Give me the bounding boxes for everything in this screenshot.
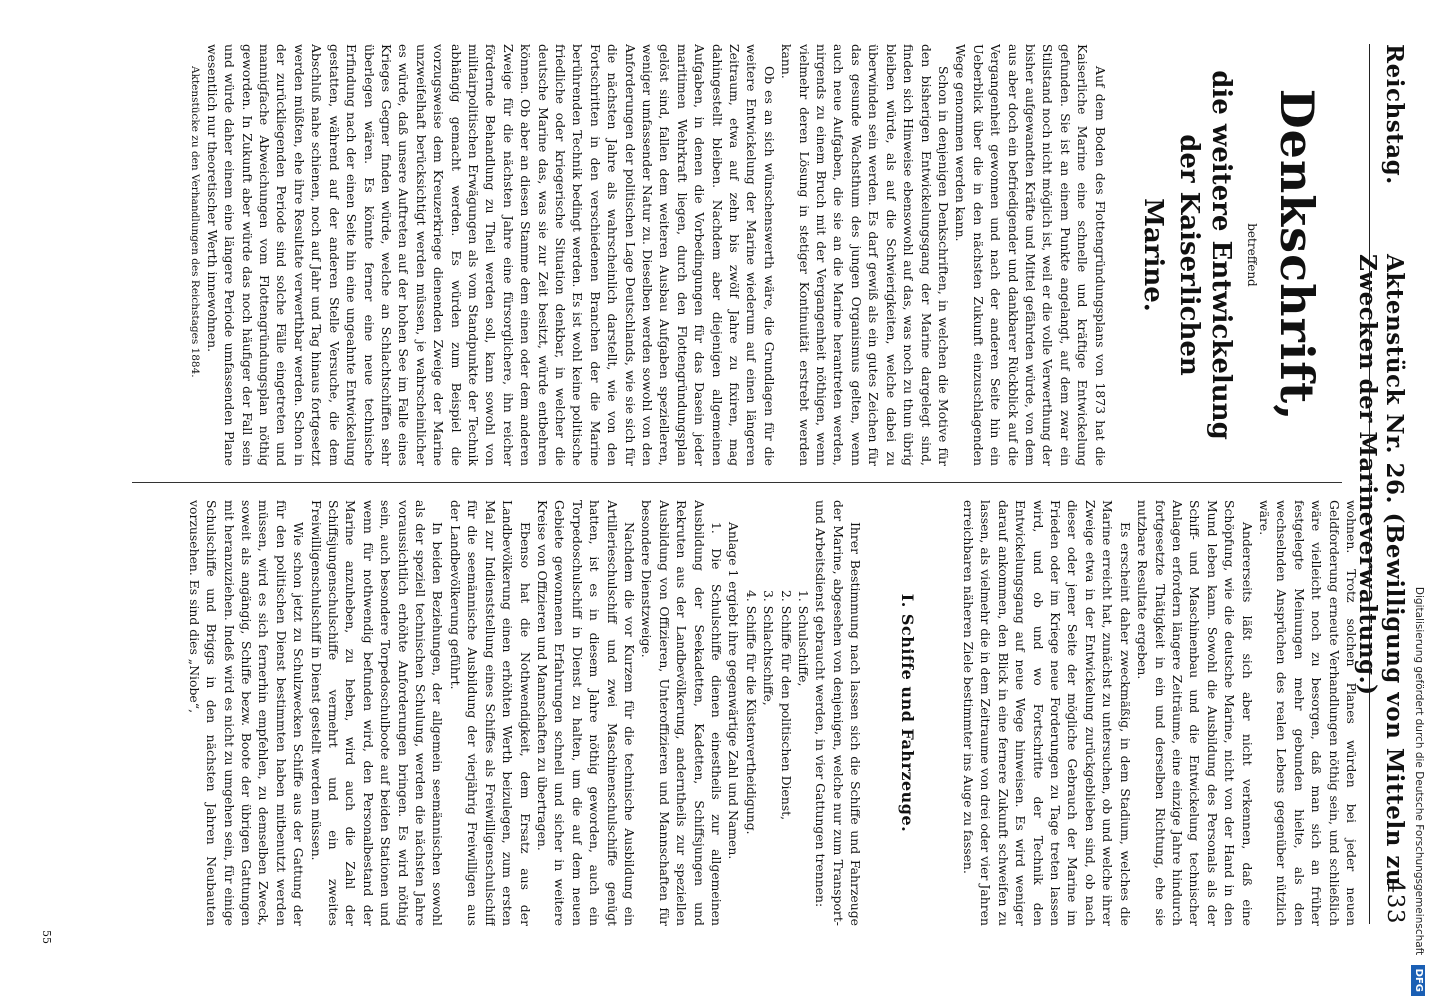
paragraph: In beiden Beziehungen, der allgemein seemännischen sowohl als der speziell technischen Schulung, werden die nächsten Jahre voraussichtlich erhöhte Anforderungen bringen. Es wird nöthig sein, auch besondere Torpedoschulboote auf beiden Stationen und wenn für nothwendig befunden wird, den Personalbestand der Marine anzuheben, zu heben, wird auch die Zahl der Schiffsjungenschulschiffe vermehrt und ein zweites Freiwilligenschulschiff in Dienst gestellt werden müssen. bbox=[308, 500, 446, 926]
paragraph: Andererseits läßt sich aber nicht verkennen, daß eine Schöpfung, wie die deutsche Marine, nicht von der Hand in den Mund leben kann. Sowohl die Ausbildung des Personals als der Schiff- und Maschinenbau und die Entwickelung technischer Anlagen erfordern längere Zeiträume, eine einzige Jahre hindurch fortgesetzte Thätigkeit in ein und derselben Richtung, ehe sie nutzbare Resultate ergeben. bbox=[1135, 500, 1255, 926]
header-title: Aktenstück Nr. 26. (Bewilligung von Mitteln zu Zwecken der Marineverwaltung.) bbox=[1354, 254, 1408, 887]
list-item: 4. Schiffe für die Küstenvertheidigung. bbox=[743, 590, 759, 835]
header-rule bbox=[1369, 44, 1370, 924]
digitization-note bbox=[1408, 36, 1430, 996]
list-item: 2. Schiffe für den politischen Dienst, bbox=[778, 590, 794, 821]
paragraph: Ebenso hat die Nothwendigkeit, dem Ersatz aus der Landbevölkerung einen erhöhten Werth beizulegen, zum ersten Mal zur Indienststellung eines Schiffes als Freiwilligenschulschiff für die seemännische Ausbildung der vierjährig Freiwilligen aus der Landbevölkerung geführt. bbox=[447, 500, 533, 926]
column-divider bbox=[132, 482, 1342, 483]
list-item: 1. Schulschiffe, bbox=[796, 590, 812, 687]
paragraph: Anlage 1 ergiebt ihre gegenwärtige Zahl und Namen. bbox=[726, 522, 742, 860]
signature-mark: 55 bbox=[40, 930, 53, 944]
subtitle-line-2: Marine. bbox=[1137, 198, 1168, 312]
paragraph: Ihrer Bestimmung nach lassen sich die Schiffe und Fahrzeuge der Marine, abgesehen von denjenigen, welche nur zum Transport- und Arbeitsdienst gebraucht werden, in vier Gattungen trennen: bbox=[813, 500, 864, 926]
digitization-text: Digitalisierung gefördert durch die Deutsche Forschungsgemeinschaft bbox=[1413, 586, 1425, 956]
page-number: 433 bbox=[1382, 878, 1408, 924]
right-column bbox=[120, 500, 1360, 926]
paragraph: Es erscheint daher zweckmäßig, in dem Stadium, welches die Marine erreicht hat, zunächst zu untersuchen, ob und welche ihrer Zweige etwa in der Entwickelung zurückgeblieben sind, ob nach dieser oder jener Seite der mögliche Gebrauch der Marine im Frieden oder im Kriege neue Forderungen zu Tage treten lassen wird, und ob und wo Fortschritte der Technik den Entwickelungsgang auf neue Wege hinweisen. Es wird weniger darauf ankommen, den Blick in eine fernere Zukunft schweifen zu lassen, als vielmehr die in dem Zeitraume von drei oder vier Jahren erreichbaren näheren Ziele bestimmter ins Auge zu fassen. bbox=[961, 500, 1133, 926]
paragraph: 1. Die Schulschiffe dienen einestheils zur allgemeinen Ausbildung der Seekadetten, Kadetten, Schiffsjungen und Rekruten aus der Landbevölkerung, anderntheils zur speziellen Ausbildung von Offizieren, Unteroffizieren und Mannschaften für besondere Dienstzweige. bbox=[639, 500, 724, 926]
dfg-logo: DFG bbox=[1411, 965, 1425, 996]
paragraph: wohnen. Trotz solchen Planes würden bei jeder neuen Geldforderung erneute Verhandlungen nöthig sein, und schließlich wäre vielleicht noch zu besorgen, daß man sich an früher festgelegte Meinungen mehr gebunden hielte, als den wechselnden Ansprüchen des realen Lebens gegenüber nützlich wäre. bbox=[1256, 500, 1359, 926]
footnote: Aktenstücke zu den Verhandlungen des Reichstages 1884. bbox=[189, 66, 202, 378]
subtitle-betreffend: betreffend bbox=[1245, 223, 1259, 287]
section-heading: I. Schiffe und Fahrzeuge. bbox=[897, 593, 917, 833]
subtitle-line-1: die weitere Entwickelung der Kaiserlichen bbox=[1173, 70, 1236, 440]
paragraph: Nachdem die vor Kurzem für die technische Ausbildung ein Artillerieschulschiff und zwei Maschinenschulschiffe genügt hatten, ist es in diesem Jahre nöthig geworden, auch ein Torpedoschulschiff in Dienst zu halten, um die auf dem neuen Gebiete gewonnenen Erfahrungen schnell und sicher in weitere Kreise von Offizieren und Mannschaften zu übertragen. bbox=[534, 500, 637, 926]
paragraph: Ob es an sich wünschenswerth wäre, die Grundlagen für die weitere Entwickelung der Marine wiederum auf einen längeren Zeitraum, etwa auf zehn bis zwölf Jahre zu fixiren, mag dahingestellt bleiben. Nachdem aber diejenigen allgemeinen Aufgaben, in denen die Vorbedingungen für das Dasein jeder maritimen Wehrkraft liegen, durch den Flottengründungsplan gelöst sind, fallen dem weiteren Ausbau Aufgaben spezielleren, weniger umfassender Natur zu. Dieselben werden sowohl von den Anforderungen der politischen Lage Deutschlands, wie sie sich für die nächsten Jahre als wahrscheinlich darstellt, wie von den Fortschritten in den verschiedenen Branchen der die Marine berührenden Technik bedingt werden. Es ist wohl keine politische friedliche oder kriegerische Situation denkbar, in welcher die deutsche Marine das, was sie zur Zeit besitzt, würde entbehren können. Ob aber an diesen Stamme dem einen oder dem anderen Zweige für die nächsten Jahre eine fürsorglichere, ihn reicher fördernde Behandlung zu Theil werden soll, kann sowohl von militairpolitischen Erwägungen als vom Standpunkte der Technik abhängig gemacht werden. Es würden zum Beispiel die vorzugsweise dem Kreuzerkriege dienenden Zweige der Marine unzweifelhaft berücksichtigt werden müssen, je wahrscheinlicher es würde, daß unsere Auftreten auf der hohen See im Falle eines Krieges Gegner finden würde, welche an Schlachtschiffen sehr überlegen wären. Es könnte ferner eine neue technische Erfindung nach der einen Seite hin eine ungeahnte Entwickelung gestatten, während auf der anderen Stelle Versuche, die dem Abschluß nahe schienen, noch auf Jahr und Tag hinaus fortgesetzt werden müßten, ehe ihre Resultate verwerthbar werden. Schon in der zurückliegenden Periode sind solche Fälle eingetreten und mannigfache Abweichungen vom Flottengründungsplan nöthig geworden. In Zukunft aber würde das noch häufiger der Fall sein und würde daher einem eine längere Periode umfassenden Plane wesentlich nur theoretischer Werth innewohnen. bbox=[204, 44, 777, 466]
paragraph: Wie schon jetzt zu Schulzwecken Schiffe aus der Gattung der für den politischen Dienst bestimmten haben mitbenutzt werden müssen, wird es sich fernerhin empfehlen, zu demselben Zweck, soweit als angängig, Schiffe bezw. Boote der übrigen Gattungen mit heranzuziehen. Indeß wird es nicht zu umgehen sein, für einige Schulschiffe und Briggs in den nächsten Jahren Neubauten vorzusehen. Es sind dies „Niobe“, bbox=[186, 500, 307, 926]
list-item: 3. Schlachtschiffe, bbox=[761, 590, 777, 706]
paragraph: Schon in denjenigen Denkschriften, in welchen die Motive für den bisherigen Entwickelungsgang der Marine dargelegt sind, finden sich Hinweise ebensowohl auf das, was noch zu thun übrig bleiben würde, als auf die Schwierigkeiten, welche dabei zu überwinden sein werden. Es darf gewiß als ein gutes Zeichen für das gesunde Wachsthum des jungen Organismus gelten, wenn auch neue Aufgaben, die sie an die Marine herantreten werden, nirgends zu einem Bruch mit der Vergangenheit nöthigen, wenn vielmehr deren Lösung in stetiger Kontinuität erstrebt werden kann. bbox=[779, 44, 951, 466]
ship-type-list bbox=[742, 590, 812, 926]
header-left: Reichstag. bbox=[1381, 44, 1408, 185]
document-title: Denkschrift, bbox=[1270, 88, 1324, 422]
paragraph: Auf dem Boden des Flottengründungsplans von 1873 hat die Kaiserliche Marine eine schnelle und kräftige Entwickelung gefunden. Sie ist an einem Punkte angelangt, auf dem zwar ein Stillstand noch nicht möglich ist, weil er die volle Verwerthung der bisher aufgewandten Kräfte und Mittel gefährden würde, von dem aus aber doch ein befriedigender und dankbarer Rückblick auf die Vergangenheit gewonnen und nach der anderen Seite hin ein Ueberblick über die in den nächsten Zukunft einzuschlagenden Wege genommen werden kann. bbox=[953, 44, 1108, 466]
running-header bbox=[1354, 44, 1408, 924]
left-column bbox=[120, 44, 1360, 466]
